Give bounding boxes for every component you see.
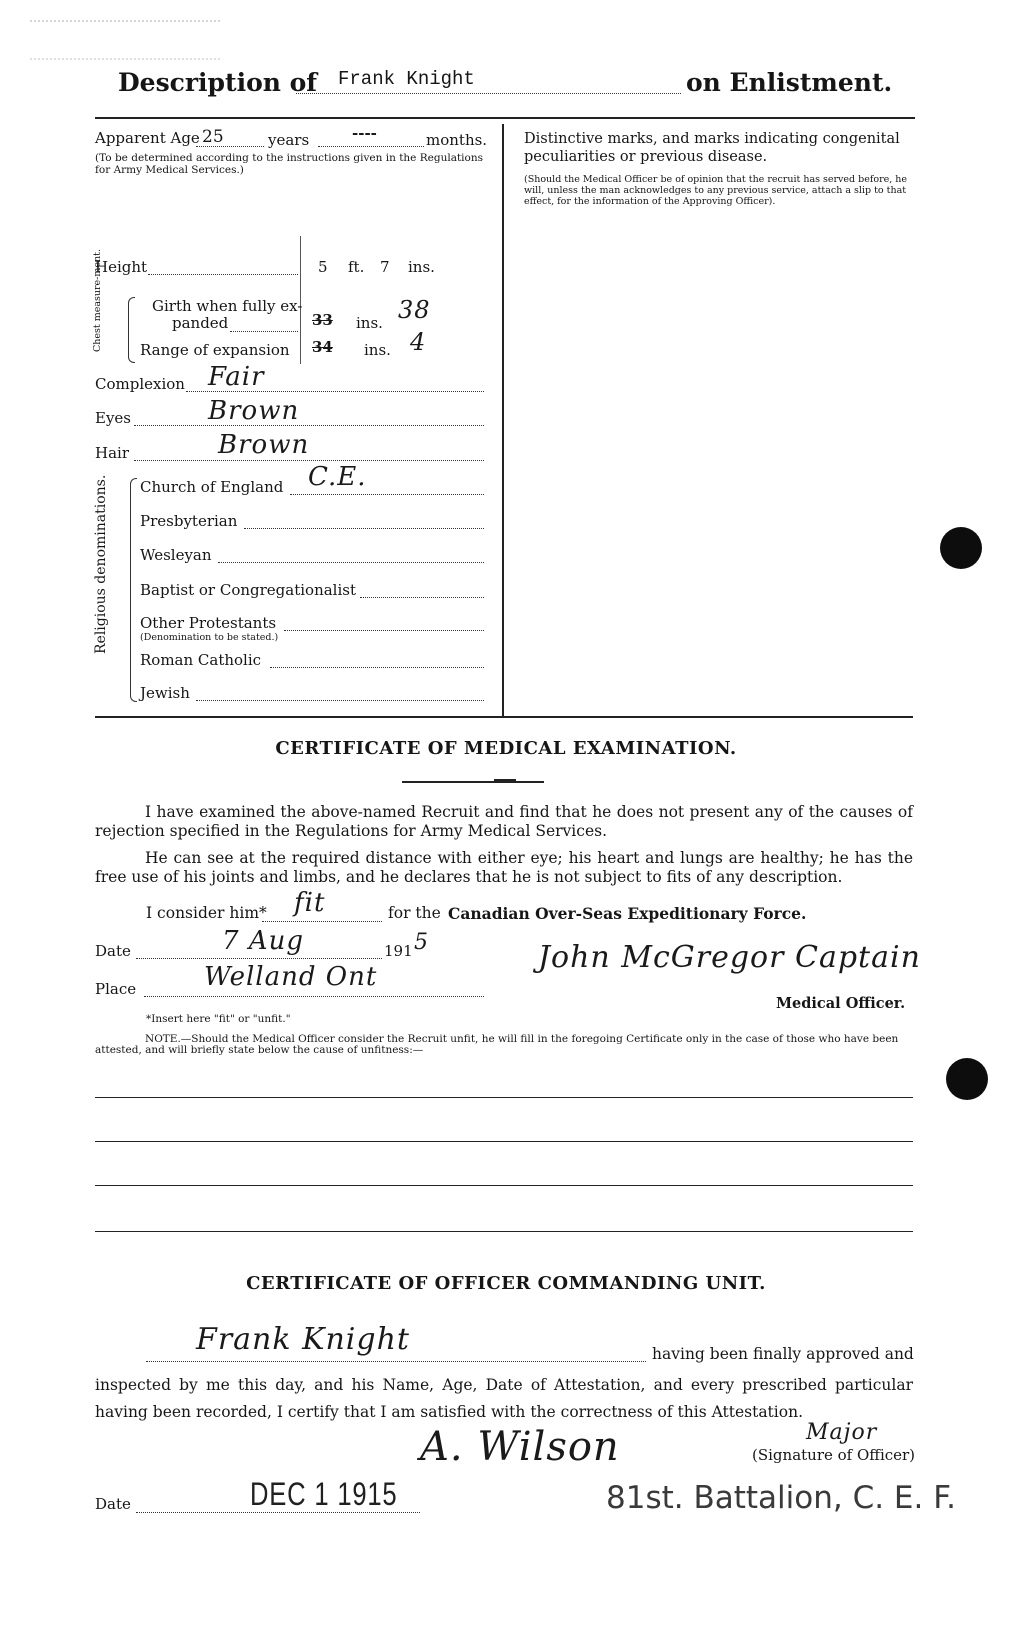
girth-new: 38 — [398, 296, 431, 324]
commanding-para: inspected by me this day, and his Name, Age, Date of Attestation, and every prescribed particular having been recorded, I certify that I am satisfied with the correctness of this Attestation. — [95, 1376, 913, 1421]
religion-dots-6 — [196, 700, 484, 701]
hair-dots — [134, 460, 484, 461]
signature-of-officer-label: (Signature of Officer) — [752, 1446, 916, 1464]
religion-dots-3 — [360, 597, 484, 598]
months-label: months. — [426, 131, 488, 149]
medical-top-rule — [95, 716, 913, 718]
range-label: Range of expansion — [140, 341, 290, 359]
unfit-note: NOTE.—Should the Medical Officer consider the Recruit unfit, he will fill in the foregoing Certificate only in the case of those who have been attested, and will briefly state below the cause of unfitness:— — [95, 1033, 899, 1056]
consider-label: I consider him* — [146, 904, 267, 922]
complexion-label: Complexion — [95, 375, 185, 393]
religion-label: Religious denominations. — [93, 474, 109, 654]
age-label: Apparent Age — [95, 129, 200, 147]
ins-label: ins. — [408, 258, 435, 276]
hole-punch-top — [940, 527, 982, 569]
fit-value: fit — [294, 888, 326, 918]
medical-date-label: Date — [95, 942, 131, 960]
commanding-officer-rank: Major — [806, 1420, 878, 1445]
medical-year-label: 191 — [384, 942, 413, 960]
ft-label: ft. — [348, 258, 365, 276]
for-label: for the — [388, 904, 441, 922]
marks-note: (Should the Medical Officer be of opinion that the recruit has served before, he will, unless the man acknowledges to any previous service, attach a slip to that effect, for the information of the Approving Officer). — [524, 174, 908, 207]
unfitness-line-2 — [95, 1141, 913, 1142]
religion-other-protestants: Other Protestants — [140, 614, 277, 632]
medical-date-value: 7 Aug — [222, 926, 304, 956]
name-dotted-line — [296, 93, 681, 94]
girth-label-1: Girth when fully ex- — [152, 297, 303, 315]
eyes-label: Eyes — [95, 409, 131, 427]
form-title-left: Description of — [118, 68, 318, 97]
chest-label: Chest measure-ment. — [92, 249, 103, 352]
scan-marks — [30, 20, 220, 60]
eyes-dots — [134, 425, 484, 426]
medical-para-2: He can see at the required distance with either eye; his heart and lungs are healthy; he has the free use of his joints and limbs, and he declares that he is not subject to fits of any description. — [95, 849, 913, 886]
medical-officer-label: Medical Officer. — [776, 995, 906, 1012]
medical-para-2-box — [95, 849, 913, 887]
church-value: C.E. — [308, 462, 367, 492]
months-value: ---- — [352, 124, 377, 142]
height-label: Height — [95, 258, 148, 276]
height-ft: 5 — [318, 258, 328, 276]
religion-wesleyan: Wesleyan — [140, 546, 212, 564]
form-title-right: on Enlistment. — [686, 68, 893, 97]
girth-ins-label: ins. — [356, 314, 383, 332]
unfitness-line-1 — [95, 1097, 913, 1098]
commanding-officer-signature: A. Wilson — [420, 1424, 620, 1470]
range-ins-label: ins. — [364, 341, 391, 359]
commanding-date-label: Date — [95, 1495, 131, 1513]
unfitness-line-3 — [95, 1185, 913, 1186]
medical-officer-signature: John McGregor Captain — [538, 940, 921, 975]
range-new: 4 — [410, 328, 427, 356]
marks-title: Distinctive marks, and marks indicating congenital peculiarities or previous disease. — [524, 131, 900, 165]
girth-old: 33 — [312, 311, 333, 329]
religion-dots-4 — [284, 630, 484, 631]
medical-year-value: 5 — [414, 930, 429, 955]
medical-place-value: Welland Ont — [204, 962, 378, 992]
years-label: years — [268, 131, 310, 149]
religion-dots-5 — [270, 667, 484, 668]
recruit-signature-dots — [146, 1361, 646, 1362]
medical-heading-underline-mark — [494, 779, 516, 783]
religion-baptist: Baptist or Congregationalist — [140, 581, 356, 599]
medical-para-1: I have examined the above-named Recruit and find that he does not present any of the causes of rejection specified in the Regulations for Army Medical Services. — [95, 803, 913, 840]
height-in: 7 — [380, 258, 390, 276]
force-label: Canadian Over-Seas Expeditionary Force. — [448, 904, 807, 923]
hole-punch-bottom — [946, 1058, 988, 1100]
recruit-name: Frank Knight — [338, 68, 475, 90]
unfitness-line-4 — [95, 1231, 913, 1232]
header-rule — [95, 117, 915, 119]
approved-text: having been finally approved and — [652, 1345, 914, 1363]
months-dots — [318, 146, 424, 147]
hair-value: Brown — [218, 430, 310, 460]
girth-label-2: panded — [172, 314, 229, 332]
religion-dots-1 — [244, 528, 484, 529]
insert-note: *Insert here "fit" or "unfit." — [146, 1013, 291, 1025]
recruit-signature: Frank Knight — [196, 1322, 410, 1357]
medical-place-dots — [144, 996, 484, 997]
religion-dots-2 — [218, 562, 484, 563]
medical-para-1-box — [95, 803, 913, 841]
age-note: (To be determined according to the instructions given in the Regulations for Army Medical Services.) — [95, 152, 483, 176]
date-stamp: DEC 1 1915 — [250, 1476, 398, 1512]
eyes-value: Brown — [208, 396, 300, 426]
fit-dots — [262, 921, 382, 922]
other-protestants-note: (Denomination to be stated.) — [140, 632, 279, 643]
religion-dots-0 — [290, 494, 484, 495]
commanding-para-box — [95, 1372, 913, 1426]
unit-stamp: 81st. Battalion, C. E. F. — [606, 1480, 956, 1516]
commanding-heading: CERTIFICATE OF OFFICER COMMANDING UNIT. — [246, 1273, 766, 1294]
medical-place-label: Place — [95, 980, 137, 998]
medical-heading-underline — [402, 781, 544, 783]
height-dots — [148, 274, 298, 275]
religion-roman-catholic: Roman Catholic — [140, 651, 262, 669]
religion-jewish: Jewish — [140, 684, 190, 702]
religion-church-of-england: Church of England — [140, 478, 284, 496]
girth-dots — [230, 331, 298, 332]
age-value: 25 — [202, 127, 224, 147]
chest-bracket — [128, 297, 135, 363]
religion-bracket — [130, 478, 137, 702]
complexion-value: Fair — [208, 362, 265, 392]
medical-date-dots — [136, 958, 382, 959]
medical-heading: CERTIFICATE OF MEDICAL EXAMINATION. — [275, 738, 737, 759]
hair-label: Hair — [95, 444, 129, 462]
range-old: 34 — [312, 338, 333, 356]
religion-presbyterian: Presbyterian — [140, 512, 238, 530]
column-divider — [502, 124, 504, 716]
